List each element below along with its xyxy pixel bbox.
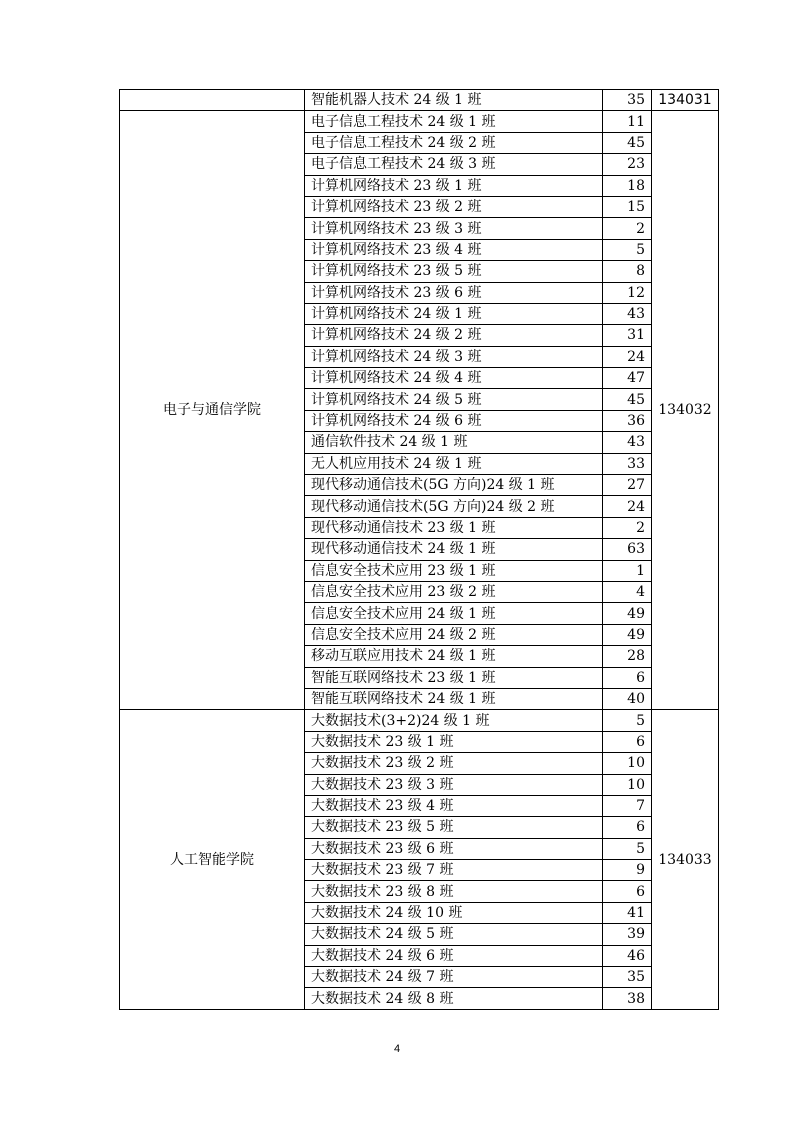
class-name-cell: 计算机网络技术 24 级 5 班: [305, 389, 603, 410]
student-count-cell: 6: [603, 817, 652, 838]
student-count-cell: 2: [603, 517, 652, 538]
class-name-cell: 现代移动通信技术(5G 方向)24 级 2 班: [305, 496, 603, 517]
class-name-cell: 大数据技术 23 级 5 班: [305, 817, 603, 838]
student-count-cell: 27: [603, 475, 652, 496]
student-count-cell: 2: [603, 218, 652, 239]
class-name-cell: 计算机网络技术 23 级 6 班: [305, 282, 603, 303]
student-count-cell: 4: [603, 581, 652, 602]
class-name-cell: 电子信息工程技术 24 级 3 班: [305, 154, 603, 175]
class-name-cell: 信息安全技术应用 24 级 2 班: [305, 624, 603, 645]
student-count-cell: 5: [603, 710, 652, 731]
class-name-cell: 计算机网络技术 24 级 3 班: [305, 346, 603, 367]
class-name-cell: 无人机应用技术 24 级 1 班: [305, 453, 603, 474]
class-name-cell: 大数据技术 24 级 8 班: [305, 988, 603, 1009]
class-name-cell: 计算机网络技术 24 级 2 班: [305, 325, 603, 346]
student-count-cell: 43: [603, 303, 652, 324]
class-name-cell: 计算机网络技术 23 级 4 班: [305, 239, 603, 260]
student-count-cell: 49: [603, 603, 652, 624]
class-name-cell: 信息安全技术应用 23 级 1 班: [305, 560, 603, 581]
student-count-cell: 1: [603, 560, 652, 581]
student-count-cell: 49: [603, 624, 652, 645]
student-count-cell: 24: [603, 346, 652, 367]
class-table: [119, 89, 719, 1010]
class-name-cell: 电子信息工程技术 24 级 2 班: [305, 132, 603, 153]
table-row: [120, 111, 719, 132]
college-name-cell: 电子与通信学院: [120, 111, 305, 710]
class-name-cell: 智能互联网络技术 24 级 1 班: [305, 688, 603, 709]
class-name-cell: 计算机网络技术 23 级 3 班: [305, 218, 603, 239]
class-name-cell: 智能互联网络技术 23 级 1 班: [305, 667, 603, 688]
student-count-cell: 35: [603, 90, 652, 111]
class-name-cell: 大数据技术 23 级 8 班: [305, 881, 603, 902]
student-count-cell: 8: [603, 261, 652, 282]
class-name-cell: 大数据技术 23 级 3 班: [305, 774, 603, 795]
student-count-cell: 23: [603, 154, 652, 175]
class-name-cell: 大数据技术 24 级 5 班: [305, 924, 603, 945]
class-name-cell: 大数据技术 23 级 1 班: [305, 731, 603, 752]
code-cell: 134032: [652, 111, 719, 710]
student-count-cell: 35: [603, 967, 652, 988]
student-count-cell: 6: [603, 667, 652, 688]
student-count-cell: 31: [603, 325, 652, 346]
student-count-cell: 40: [603, 688, 652, 709]
class-table-body: [120, 90, 719, 1010]
student-count-cell: 7: [603, 795, 652, 816]
student-count-cell: 11: [603, 111, 652, 132]
class-name-cell: 大数据技术 24 级 7 班: [305, 967, 603, 988]
class-name-cell: 计算机网络技术 24 级 1 班: [305, 303, 603, 324]
student-count-cell: 46: [603, 945, 652, 966]
class-name-cell: 大数据技术 23 级 6 班: [305, 838, 603, 859]
class-name-cell: 大数据技术 23 级 7 班: [305, 860, 603, 881]
class-name-cell: 智能机器人技术 24 级 1 班: [305, 90, 603, 111]
student-count-cell: 33: [603, 453, 652, 474]
student-count-cell: 6: [603, 731, 652, 752]
student-count-cell: 28: [603, 646, 652, 667]
student-count-cell: 12: [603, 282, 652, 303]
class-name-cell: 大数据技术(3+2)24 级 1 班: [305, 710, 603, 731]
class-name-cell: 信息安全技术应用 23 级 2 班: [305, 581, 603, 602]
student-count-cell: 9: [603, 860, 652, 881]
class-name-cell: 计算机网络技术 24 级 6 班: [305, 410, 603, 431]
college-name-cell: [120, 90, 305, 111]
student-count-cell: 10: [603, 753, 652, 774]
student-count-cell: 45: [603, 132, 652, 153]
student-count-cell: 43: [603, 432, 652, 453]
class-name-cell: 大数据技术 23 级 4 班: [305, 795, 603, 816]
student-count-cell: 63: [603, 539, 652, 560]
student-count-cell: 41: [603, 902, 652, 923]
page-number: 4: [393, 1043, 401, 1055]
class-name-cell: 通信软件技术 24 级 1 班: [305, 432, 603, 453]
student-count-cell: 38: [603, 988, 652, 1009]
student-count-cell: 24: [603, 496, 652, 517]
college-name-cell: 人工智能学院: [120, 710, 305, 1009]
student-count-cell: 10: [603, 774, 652, 795]
student-count-cell: 5: [603, 239, 652, 260]
class-name-cell: 信息安全技术应用 24 级 1 班: [305, 603, 603, 624]
student-count-cell: 15: [603, 196, 652, 217]
class-name-cell: 大数据技术 23 级 2 班: [305, 753, 603, 774]
class-name-cell: 计算机网络技术 23 级 5 班: [305, 261, 603, 282]
class-name-cell: 现代移动通信技术 23 级 1 班: [305, 517, 603, 538]
student-count-cell: 5: [603, 838, 652, 859]
table-row: [120, 90, 719, 111]
class-name-cell: 计算机网络技术 24 级 4 班: [305, 368, 603, 389]
code-cell: 134033: [652, 710, 719, 1009]
student-count-cell: 6: [603, 881, 652, 902]
class-name-cell: 计算机网络技术 23 级 2 班: [305, 196, 603, 217]
student-count-cell: 47: [603, 368, 652, 389]
class-name-cell: 大数据技术 24 级 6 班: [305, 945, 603, 966]
table-row: [120, 710, 719, 731]
class-name-cell: 现代移动通信技术(5G 方向)24 级 1 班: [305, 475, 603, 496]
student-count-cell: 39: [603, 924, 652, 945]
class-name-cell: 计算机网络技术 23 级 1 班: [305, 175, 603, 196]
student-count-cell: 45: [603, 389, 652, 410]
class-name-cell: 电子信息工程技术 24 级 1 班: [305, 111, 603, 132]
student-count-cell: 18: [603, 175, 652, 196]
class-name-cell: 现代移动通信技术 24 级 1 班: [305, 539, 603, 560]
class-name-cell: 移动互联应用技术 24 级 1 班: [305, 646, 603, 667]
code-cell: 134031: [652, 90, 719, 111]
student-count-cell: 36: [603, 410, 652, 431]
class-name-cell: 大数据技术 24 级 10 班: [305, 902, 603, 923]
